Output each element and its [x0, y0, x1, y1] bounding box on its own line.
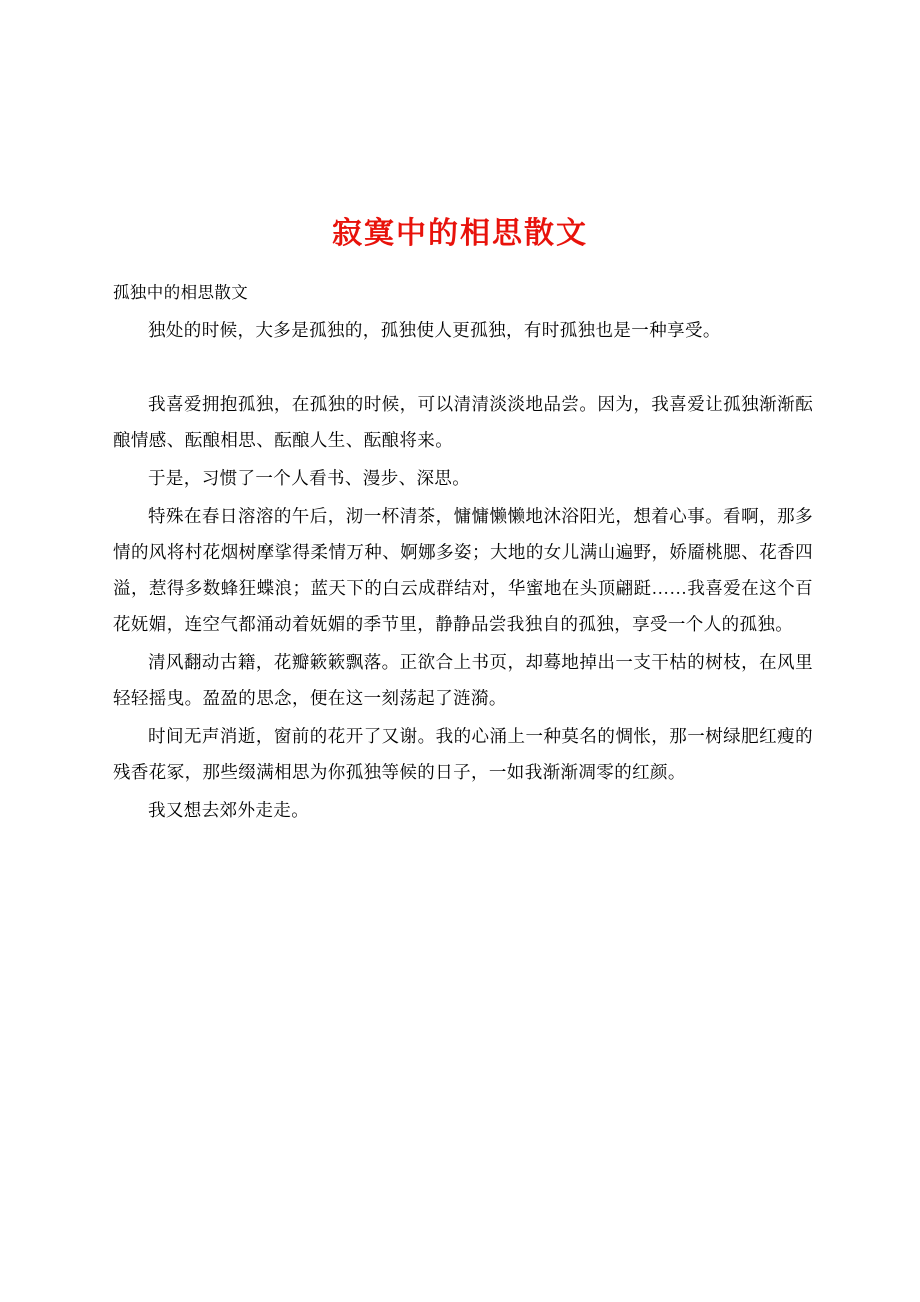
paragraph-3: 于是，习惯了一个人看书、漫步、深思。 — [148, 468, 471, 488]
paragraph-subtitle: 孤独中的相思散文 — [113, 283, 249, 302]
paragraph-4: 特殊在春日溶溶的午后，沏一杯清茶，慵慵懒懒地沐浴阳光，想着心事。看啊，那多情的风将村花烟树摩挲得柔情万种、婀娜多姿；大地的女儿满山遍野，娇靥桃腮、花香四溢，惹得多数蜂狂蝶浪；蓝天下的白云成群结对，华蜜地在头顶翩跹……我喜爱在这个百花妩媚，连空气都涌动着妩媚的季节里，静静品尝我独自的孤独，享受一个人的孤独。 — [113, 506, 813, 634]
paragraph-2: 我喜爱拥抱孤独，在孤独的时候，可以清清淡淡地品尝。因为，我喜爱让孤独渐渐酝酿情感、酝酿相思、酝酿人生、酝酿将来。 — [113, 394, 813, 450]
paragraph-7: 我又想去郊外走走。 — [148, 800, 310, 820]
document-body — [113, 276, 813, 830]
paragraph-1: 独处的时候，大多是孤独的，孤独使人更孤独，有时孤独也是一种享受。 — [148, 320, 721, 340]
page-title: 寂寞中的相思散文 — [332, 216, 588, 252]
paragraph-5: 清风翻动古籍，花瓣簌簌飘落。正欲合上书页，却蓦地掉出一支干枯的树枝，在风里轻轻摇曳。盈盈的思念，便在这一刻荡起了涟漪。 — [113, 652, 813, 708]
paragraph-6: 时间无声消逝，窗前的花开了又谢。我的心涌上一种莫名的惆怅，那一树绿肥红瘦的残香花冢，那些缀满相思为你孤独等候的日子，一如我渐渐凋零的红颜。 — [113, 726, 813, 782]
paragraph-spacer — [113, 350, 813, 386]
